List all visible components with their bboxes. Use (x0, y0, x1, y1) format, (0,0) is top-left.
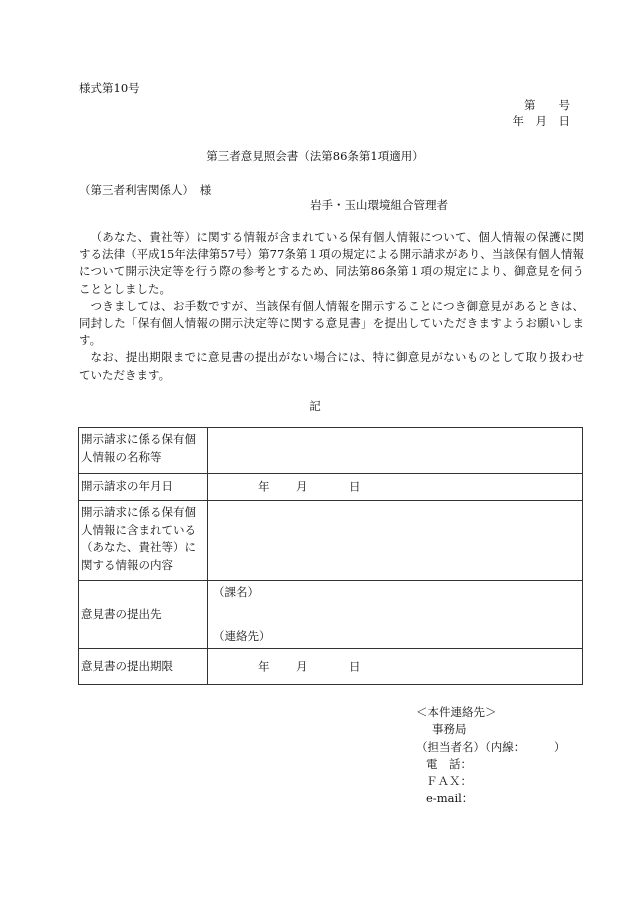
value-request-date[interactable] (208, 474, 583, 501)
table-row (79, 581, 583, 649)
sender: 岩手・玉山環境組合管理者 (310, 198, 448, 212)
document-date: 年 月 日 (512, 114, 570, 128)
ki-heading: 記 (309, 399, 321, 413)
value-record-name[interactable] (208, 428, 583, 474)
label-information-content: 開示請求に係る保有個人情報に含まれている（あなた、貴社等）に関する情報の内容 (79, 501, 208, 581)
year-label: 年 (258, 479, 270, 494)
month-label: 月 (296, 658, 308, 673)
year-label: 年 (258, 658, 270, 673)
table-row (79, 649, 583, 685)
contact-office: 事務局 (432, 722, 467, 737)
body-paragraph: （あなた、貴社等）に関する情報が含まれている保有個人情報について、個人情報の保護に関する法律（平成15年法律第57号）第77条第１項の規定による開示請求があり、当該保有個人情報について開示決定等を行う際の参考とするため、同法第86条第１項の規定により、御意見を伺うこととしました。 (79, 230, 584, 296)
contact-email: e-mail： (426, 791, 474, 806)
request-details-table (78, 427, 583, 685)
document-number: 第 号 (524, 98, 570, 112)
month-label: 月 (296, 479, 308, 494)
deadline-date-fields (258, 658, 361, 676)
value-submission-deadline[interactable] (208, 649, 583, 685)
contact-block (416, 704, 566, 808)
value-information-content[interactable] (208, 501, 583, 581)
document-title: 第三者意見照会書（法第86条第1項適用） (206, 149, 424, 163)
value-submission-destination[interactable] (208, 581, 583, 649)
body-paragraph: なお、提出期限までに意見書の提出がない場合には、特に御意見がないものとして取り扱わせていただきます。 (79, 350, 584, 382)
contact-fax: ＦＡＸ： (426, 774, 472, 789)
day-label: 日 (349, 658, 361, 673)
table-row (79, 474, 583, 501)
section-name-label: （課名） (213, 585, 259, 599)
label-record-name: 開示請求に係る保有個人情報の名称等 (79, 428, 208, 474)
body-text (79, 229, 584, 384)
label-submission-deadline: 意見書の提出期限 (79, 649, 208, 685)
contact-person: （担当者名）（内線： ） (416, 739, 566, 754)
addressee: （第三者利害関係人） 様 (79, 183, 212, 197)
day-label: 日 (349, 479, 361, 494)
contact-info-label: （連絡先） (213, 628, 271, 643)
table-row (79, 428, 583, 474)
contact-phone: 電 話： (426, 756, 472, 771)
label-submission-destination: 意見書の提出先 (79, 581, 208, 649)
label-request-date: 開示請求の年月日 (79, 474, 208, 501)
body-paragraph: つきましては、お手数ですが、当該保有個人情報を開示することにつき御意見があるときは、同封した「保有個人情報の開示決定等に関する意見書」を提出していただきますようお願いします。 (79, 298, 584, 348)
request-date-fields (258, 478, 361, 496)
contact-heading: ＜本件連絡先＞ (416, 705, 497, 719)
form-number: 様式第10号 (79, 81, 140, 95)
table-row (79, 501, 583, 581)
